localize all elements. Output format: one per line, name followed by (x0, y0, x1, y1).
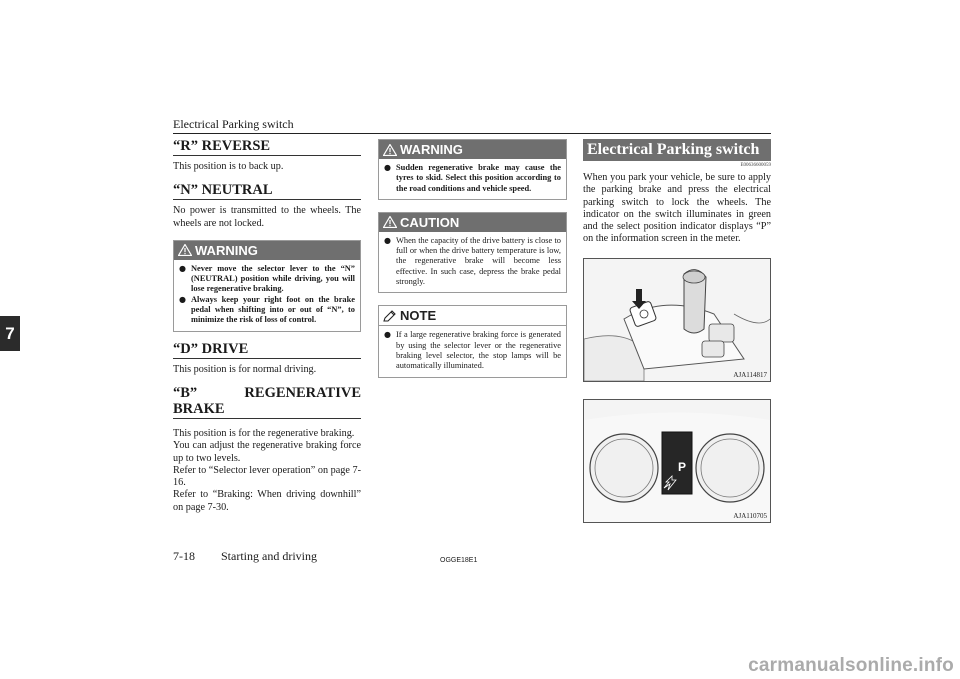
column-left (173, 139, 361, 514)
bullet-icon: ● (384, 235, 391, 245)
brake-para: You can adjust the regenerative braking force up to two levels. (173, 440, 361, 464)
brake-para: Refer to “Braking: When driving downhill” on page 7-30. (173, 489, 361, 513)
chapter-name: Starting and driving (221, 549, 317, 563)
meter-illustration (584, 400, 770, 522)
warning-item: ● Sudden regenerative brake may cause the tyres to skid. Select this position according to the road conditions and vehicle speed. (384, 163, 561, 193)
reverse-text: This position is to back up. (173, 161, 284, 172)
warning-box-regen (378, 139, 567, 200)
warning-icon (383, 144, 397, 156)
parking-switch-illustration (584, 259, 770, 381)
column-middle (378, 139, 567, 378)
warning-header (379, 140, 566, 159)
bullet-icon: ● (179, 294, 186, 304)
brake-para: Refer to “Selector lever operation” on page 7-16. (173, 464, 361, 489)
warning-item: ● Never move the selector lever to the “N” (NEUTRAL) position while driving, you will lose regenerative braking. (179, 263, 355, 294)
figure-label: AJA110705 (733, 511, 767, 520)
note-header (379, 306, 566, 326)
caution-label: CAUTION (400, 214, 460, 230)
caution-icon (383, 216, 397, 228)
chapter-tab: 7 (0, 316, 20, 351)
heading-reverse: “R” REVERSE (173, 139, 361, 156)
page-number: 7-18 (173, 549, 195, 563)
warning-box-neutral (173, 240, 361, 332)
neutral-text: No power is transmitted to the wheels. The wheels are not locked. (173, 205, 361, 229)
caution-item: ● When the capacity of the drive battery is close to full or when the drive battery temperature is low, the regenerative brake will become less effective. In such case, depress the brake pedal strongly. (384, 235, 561, 287)
pencil-icon (383, 310, 397, 322)
bullet-icon: ● (384, 330, 391, 340)
heading-brake-line2: BRAKE (173, 402, 361, 419)
brake-para: This position is for the regenerative braking. (173, 427, 355, 439)
figure-parking-switch (583, 258, 771, 382)
warning-icon (178, 244, 192, 256)
heading-brake-line1: “B” REGENERATIVE (173, 384, 361, 401)
warning-label: WARNING (400, 142, 463, 157)
caution-box (378, 212, 567, 293)
caution-header (379, 213, 566, 232)
heading-neutral: “N” NEUTRAL (173, 183, 361, 200)
bullet-icon: ● (179, 263, 186, 273)
parking-text: When you park your vehicle, be sure to apply the parking brake and press the electrical parking switch to lock the wheels. The indicator on the switch illuminates in green and the select position indicator displays “P” on the information screen in the meter. (583, 172, 771, 245)
drive-text: This position is for normal driving. (173, 363, 317, 375)
position-indicator-p: P (678, 459, 687, 474)
bullet-icon: ● (384, 163, 391, 172)
heading-drive: “D” DRIVE (173, 342, 361, 359)
note-item: ● If a large regenerative braking force is generated by using the selector lever or the regenerative braking level selector, the stop lamps will be automatically illuminated. (384, 330, 561, 371)
section-title: Electrical Parking switch (583, 139, 771, 161)
figure-meter-display (583, 399, 771, 523)
warning-header (174, 241, 360, 260)
figure-label: AJA114817 (733, 370, 767, 379)
warning-item: ● Always keep your right foot on the brake pedal when shifting into or out of “N”, to minimize the risk of loss of control. (179, 294, 355, 325)
watermark: carmanualsonline.info (748, 655, 954, 676)
running-header: Electrical Parking switch (173, 117, 294, 131)
note-box (378, 305, 567, 377)
document-code: OGGE18E1 (440, 557, 478, 564)
warning-label: WARNING (195, 242, 258, 258)
note-label: NOTE (400, 308, 437, 324)
column-right (583, 139, 771, 523)
header-rule (173, 133, 771, 134)
section-code: E00636600059 (740, 163, 771, 168)
